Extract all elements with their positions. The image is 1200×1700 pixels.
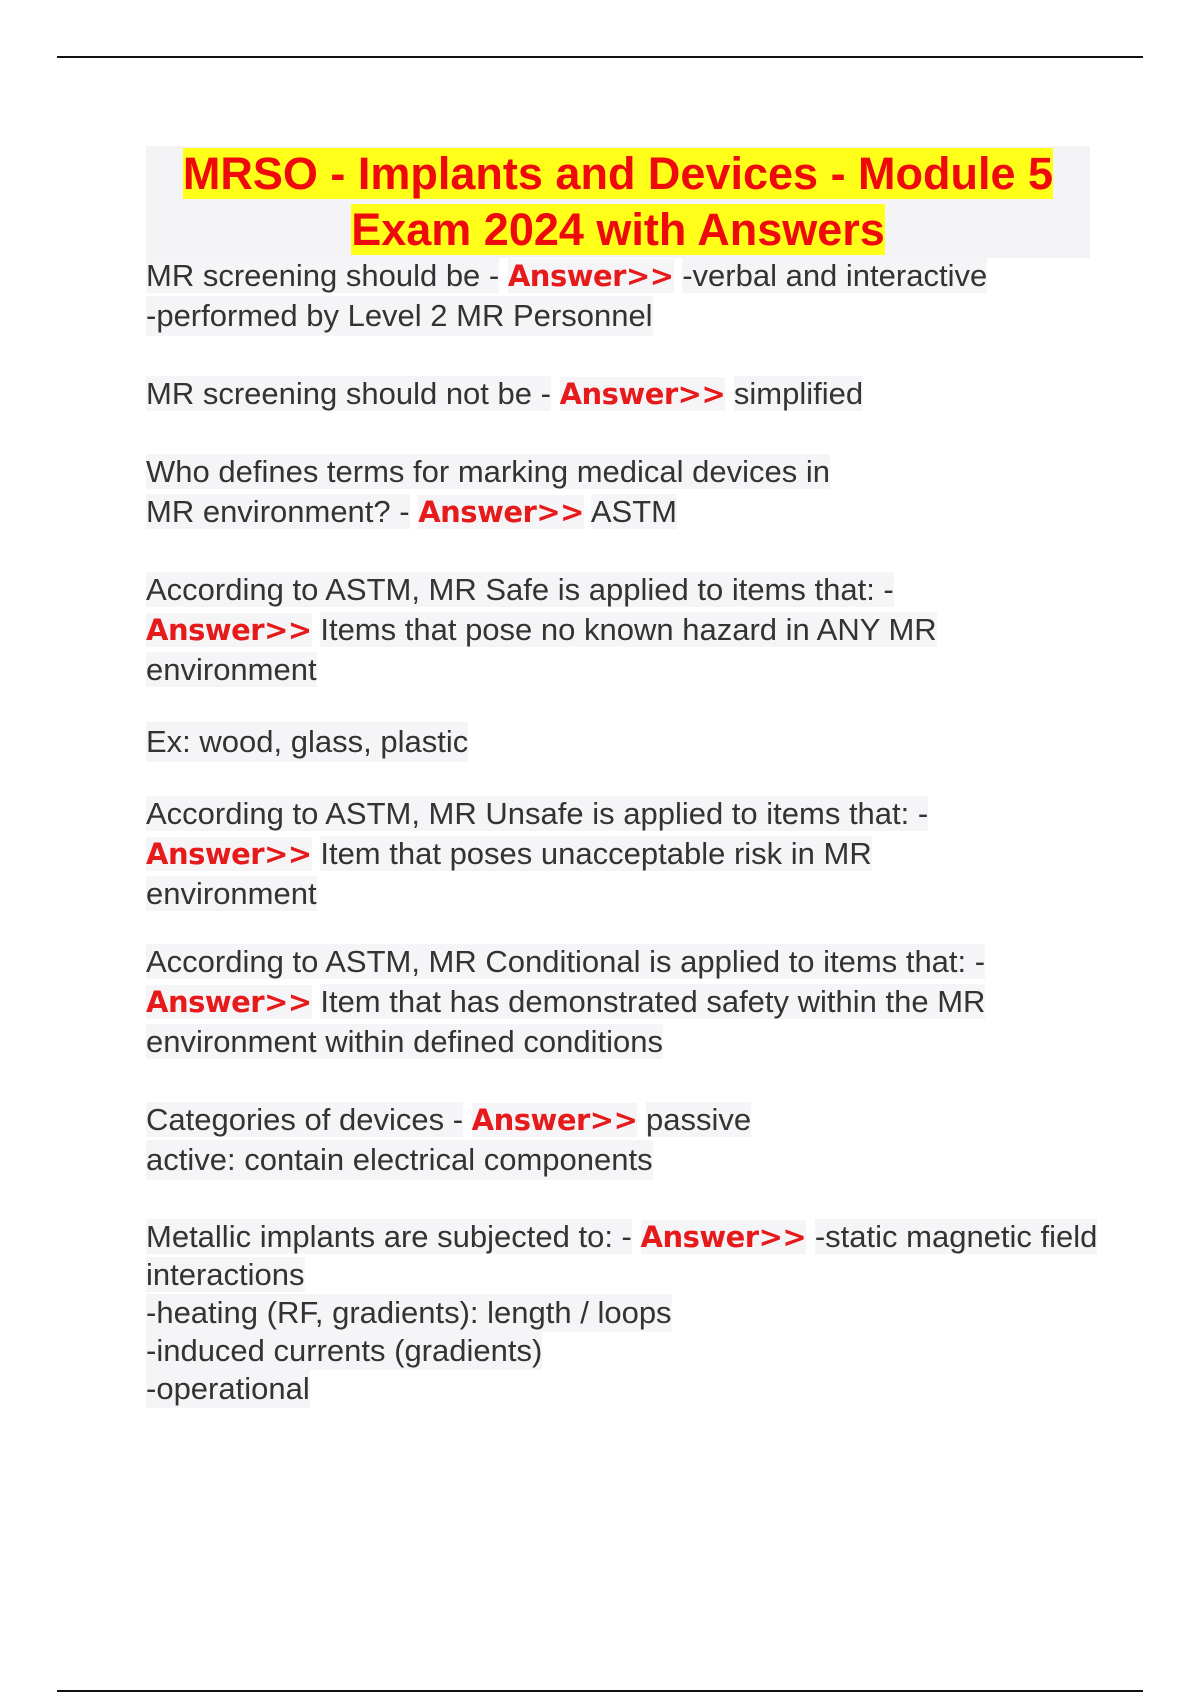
answer-tag: Answer>> <box>146 837 312 871</box>
example-line: Ex: wood, glass, plastic <box>146 722 468 762</box>
question-text: Metallic implants are subjected to: - <box>146 1219 632 1254</box>
qa-item <box>146 374 1106 414</box>
answer-line: -performed by Level 2 MR Personnel <box>146 296 653 336</box>
question-text: According to ASTM, MR Conditional is applied to items that: - <box>146 944 986 979</box>
answer-text: passive <box>646 1102 752 1137</box>
answer-text: ASTM <box>590 494 677 529</box>
answer-text: simplified <box>733 376 864 411</box>
answer-text: -verbal and interactive <box>682 258 988 293</box>
qa-list <box>146 256 1106 1408</box>
title-block <box>146 146 1090 258</box>
qa-item <box>146 794 966 914</box>
answer-tag: Answer>> <box>146 613 312 647</box>
answer-text: Item that poses unacceptable risk in MR environment <box>146 836 872 911</box>
qa-item <box>146 1218 1106 1408</box>
document-title: MRSO - Implants and Devices - Module 5 Exam 2024 with Answers <box>182 148 1054 255</box>
qa-item <box>146 942 1046 1062</box>
question-text: Who defines terms for marking medical devices in MR environment? - <box>146 454 830 529</box>
header-rule <box>57 56 1143 58</box>
question-text: According to ASTM, MR Safe is applied to items that: - <box>146 572 894 607</box>
answer-tag: Answer>> <box>559 377 726 411</box>
answer-tag: Answer>> <box>507 259 674 293</box>
question-text: MR screening should be - <box>146 258 500 293</box>
answer-line: active: contain electrical components <box>146 1140 653 1180</box>
qa-item <box>146 256 1106 336</box>
answer-text: -static magnetic field interactions <box>146 1219 1098 1292</box>
qa-item <box>146 722 1106 762</box>
question-text: MR screening should not be - <box>146 376 551 411</box>
answer-tag: Answer>> <box>146 985 312 1019</box>
answer-text: Item that has demonstrated safety within the MR environment within defined conditions <box>146 984 986 1059</box>
question-text: According to ASTM, MR Unsafe is applied to items that: - <box>146 796 929 831</box>
answer-tag: Answer>> <box>640 1220 807 1254</box>
answer-text: Items that pose no known hazard in ANY MR environment <box>146 612 937 687</box>
qa-item <box>146 1100 1106 1180</box>
answer-line: -induced currents (gradients) <box>146 1333 543 1368</box>
answer-tag: Answer>> <box>418 495 584 529</box>
question-text: Categories of devices - <box>146 1102 464 1137</box>
qa-item <box>146 570 966 690</box>
answer-line: -heating (RF, gradients): length / loops <box>146 1295 672 1330</box>
answer-line: -operational <box>146 1371 310 1406</box>
answer-tag: Answer>> <box>471 1103 638 1137</box>
qa-item <box>146 452 866 532</box>
footer-rule <box>57 1690 1143 1692</box>
